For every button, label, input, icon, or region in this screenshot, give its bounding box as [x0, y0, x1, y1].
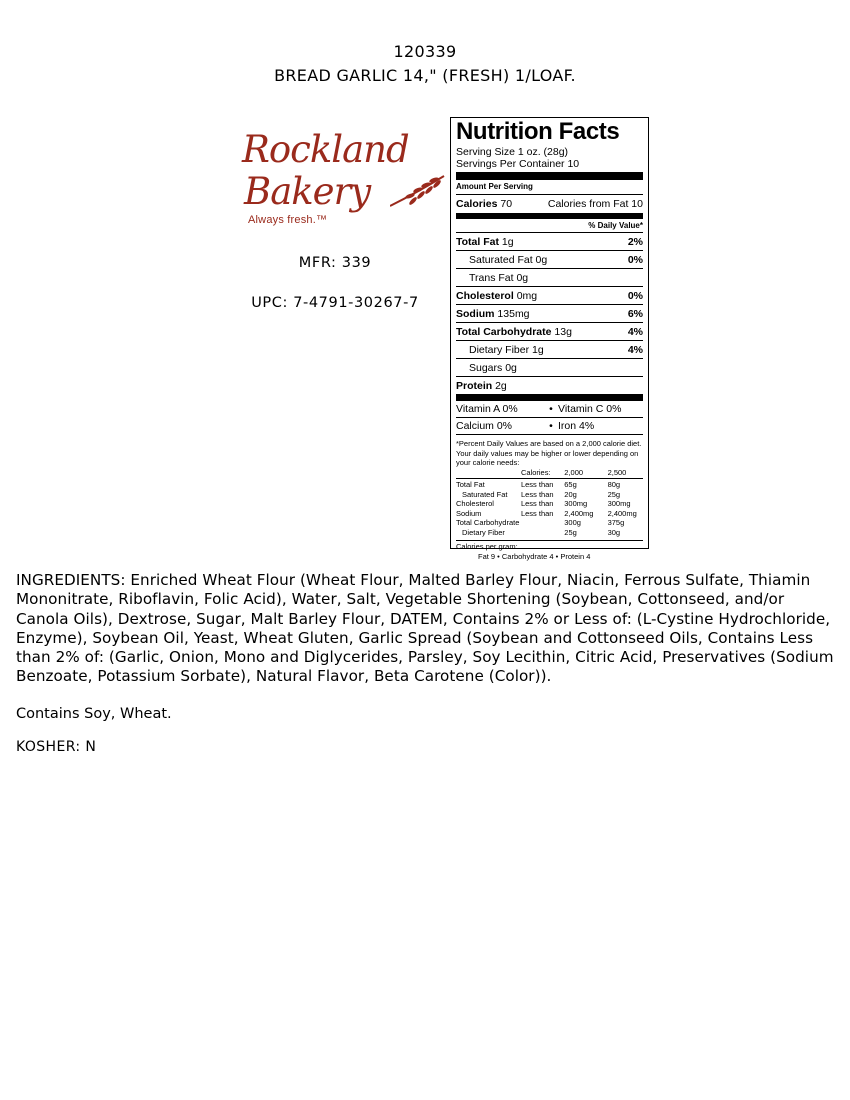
product-code: 120339: [393, 42, 457, 61]
nutrient-row: Dietary Fiber 1g 4%: [456, 340, 643, 358]
calories-row: [456, 194, 643, 212]
ingredients-text: INGREDIENTS: Enriched Wheat Flour (Wheat Flour, Malted Barley Flour, Niacin, Ferrous Sulfate, Thiamin Mononitrate, Riboflavin, Folic Acid), Water, Salt, Vegetable Shortening (Soybean, Cottonseed, and/or Canola Oils), Dextrose, Sugar, Malt Barley Flour, DATEM, Contains 2% or Less of: (L-Cystine Hydrochloride, Enzyme), Soybean Oil, Yeast, Wheat Gluten, Garlic Spread (Soybean and Cottonseed Oils, Contains Less than 2% of: (Garlic, Onion, Mono and Diglycerides, Parsley, Soy Lecithin, Citric Acid, Preservatives (Sodium Benzoate, Potassium Sorbate), Natural Flavor, Beta Carotene (Color)).: [16, 571, 834, 686]
wheat-icon: [390, 172, 446, 208]
serving-size: Serving Size 1 oz. (28g): [456, 146, 569, 158]
nutrition-title: Nutrition Facts: [456, 118, 620, 145]
kosher-status: KOSHER: N: [16, 739, 97, 755]
nutrient-row: Total Fat 1g 2%: [456, 232, 643, 250]
nutrient-row: Trans Fat 0g: [456, 268, 643, 286]
divider-thick: [456, 394, 643, 401]
vitamin-row: Vitamin A 0% • Vitamin C 0%: [456, 403, 622, 415]
daily-value-header: % Daily Value*: [456, 218, 643, 232]
nutrient-row: Cholesterol 0mg 0%: [456, 286, 643, 304]
calories-value: Calories 70: [456, 197, 513, 210]
divider-thick: [456, 172, 643, 180]
nutrition-facts-panel: [450, 117, 649, 561]
logo-word-bakery: Bakery: [244, 170, 371, 213]
nutrient-row: Protein 2g: [456, 376, 643, 394]
calories-per-gram-label: Calories per gram:: [456, 542, 518, 551]
nutrient-row: Saturated Fat 0g 0%: [456, 250, 643, 268]
upc-code: UPC: 7-4791-30267-7: [251, 295, 419, 311]
nutrient-row: Sugars 0g: [456, 358, 643, 376]
vitamin-row: Calcium 0% • Iron 4%: [456, 417, 643, 434]
nutrient-row: Total Carbohydrate 13g 4%: [456, 322, 643, 340]
logo-tagline: Always fresh.™: [248, 214, 328, 226]
brand-logo: [240, 128, 446, 232]
calories-from-fat: Calories from Fat 10: [547, 197, 643, 210]
calories-per-gram: Fat 9 • Carbohydrate 4 • Protein 4: [478, 551, 591, 561]
logo-word-rockland: Rockland: [242, 128, 409, 171]
daily-value-footnote: *Percent Daily Values are based on a 2,000 calorie diet. Your daily values may be higher or lower depending on your calorie needs:: [456, 434, 643, 468]
daily-value-table: Calories: 2,000 2,500 Total Fat Less than 65g 80g Saturated Fat Less than 20g 25g Cholesterol Less than 300mg 300mg Sodium Less than 2,400mg 2,400mg Total Carbohydrate 300g 375g Dietary Fiber 25g 30g Calories per gram: Fat 9 • Carbohydrate 4 • Protein 4: [456, 468, 643, 562]
product-name: BREAD GARLIC 14," (FRESH) 1/LOAF.: [274, 66, 576, 85]
manufacturer-number: MFR: 339: [298, 255, 372, 271]
allergen-statement: Contains Soy, Wheat.: [16, 706, 172, 722]
servings-per-container: Servings Per Container 10: [456, 158, 580, 170]
nutrient-row: Sodium 135mg 6%: [456, 304, 643, 322]
amount-per-serving: Amount Per Serving: [456, 182, 533, 191]
